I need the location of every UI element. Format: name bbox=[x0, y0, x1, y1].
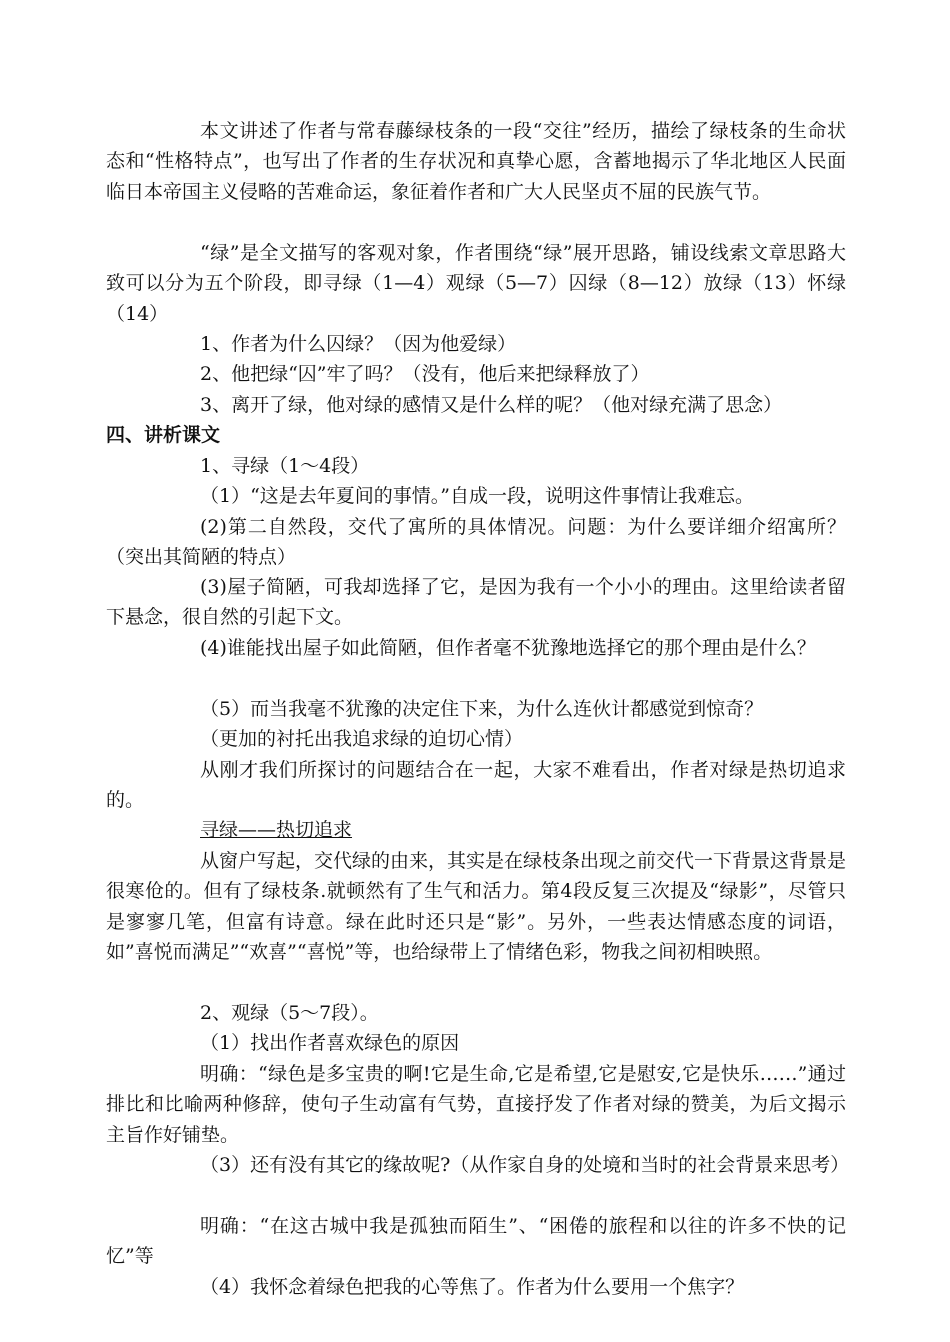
summary-seek-green bbox=[106, 815, 846, 845]
subsection-seek-green: 1、寻绿（1～4段） bbox=[200, 455, 370, 477]
point-1: （1）“这是去年夏间的事情。”自成一段，说明这件事情让我难忘。 bbox=[200, 485, 755, 507]
paragraph-structure: “绿”是全文描写的客观对象，作者围绕“绿”展开思路，铺设线索文章思路大致可以分为五个阶段，即寻绿（1—4）观绿（5—7）囚绿（8—12）放绿（13）怀绿（14） bbox=[106, 242, 846, 325]
question-2: 2、他把绿“囚”牢了吗？（没有，他后来把绿释放了） bbox=[200, 363, 650, 385]
point-4: (4)谁能找出屋子如此简陋，但作者毫不犹豫地选择它的那个理由是什么？ bbox=[200, 637, 816, 659]
summary-seek-green-text: 寻绿——热切追求 bbox=[200, 819, 353, 841]
question-1: 1、作者为什么囚绿？（因为他爱绿） bbox=[200, 333, 517, 355]
point-2: (2)第二自然段，交代了寓所的具体情况。问题：为什么要详细介绍寓所？（突出其简陋的特点） bbox=[106, 516, 846, 569]
point-3: (3)屋子简陋，可我却选择了它，是因为我有一个小小的理由。这里给读者留下悬念，很自然的引起下文。 bbox=[106, 576, 846, 629]
view-point-1: （1）找出作者喜欢绿色的原因 bbox=[200, 1032, 460, 1054]
section-heading: 四、讲析课文 bbox=[106, 424, 221, 446]
point-5: （5）而当我毫不犹豫的决定住下来，为什么连伙计都感觉到惊奇？ bbox=[200, 698, 764, 720]
view-point-4: （4）我怀念着绿色把我的心等焦了。作者为什么要用一个焦字？ bbox=[200, 1276, 745, 1298]
answer-1: 明确：“绿色是多宝贵的啊!它是生命,它是希望,它是慰安,它是快乐……”通过排比和比喻两种修辞，使句子生动富有气势，直接抒发了作者对绿的赞美，为后文揭示主旨作好铺垫。 bbox=[106, 1063, 846, 1146]
paragraph-analysis: 从窗户写起，交代绿的由来，其实是在绿枝条出现之前交代一下背景这背景是很寒伧的。但有了绿枝条.就顿然有了生气和活力。第4段反复三次提及“绿影”，尽管只是寥寥几笔，但富有诗意。绿在此时还只是“影”。另外，一些表达情感态度的词语，如”喜悦而满足”“欢喜”“喜悦”等，也给绿带上了情绪色彩，物我之间初相映照。 bbox=[106, 850, 847, 964]
answer-3: 明确：“在这古城中我是孤独而陌生”、“困倦的旅程和以往的许多不快的记忆”等 bbox=[106, 1215, 846, 1268]
subsection-view-green: 2、观绿（5～7段）。 bbox=[200, 1002, 379, 1024]
paragraph-conclusion: 从刚才我们所探讨的问题结合在一起，大家不难看出，作者对绿是热切追求的。 bbox=[106, 759, 846, 812]
view-point-3: （3）还有没有其它的缘故呢?（从作家自身的处境和当时的社会背景来思考） bbox=[200, 1154, 850, 1176]
point-5-answer: （更加的衬托出我追求绿的迫切心情） bbox=[200, 728, 524, 750]
paragraph-summary: 本文讲述了作者与常春藤绿枝条的一段“交往”经历，描绘了绿枝条的生命状态和“性格特点”，也写出了作者的生存状况和真挚心愿，含蓄地揭示了华北地区人民面临日本帝国主义侵略的苦难命运，象征着作者和广大人民坚贞不屈的民族气节。 bbox=[106, 120, 846, 203]
question-3: 3、离开了绿，他对绿的感情又是什么样的呢？（他对绿充满了思念） bbox=[200, 394, 783, 416]
